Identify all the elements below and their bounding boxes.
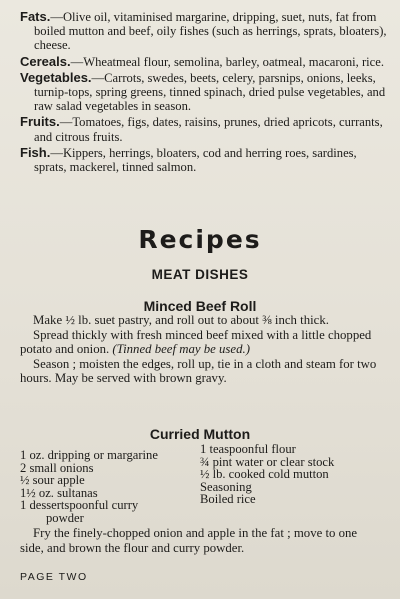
- ingredients-left-column: [20, 449, 158, 525]
- food-group-text: —Tomatoes, figs, dates, raisins, prunes, dried apricots, currants, and citrous fruits.: [34, 115, 383, 144]
- ingredient-item: 1 teaspoonful flour: [200, 442, 296, 456]
- ingredient-item: 1 oz. dripping or margarine: [20, 448, 158, 462]
- food-group-vegetables: [20, 71, 388, 114]
- ingredient-item: ½ sour apple: [20, 473, 85, 488]
- ingredient-item-continued: powder: [46, 510, 84, 525]
- recipe-step: Fry the finely-chopped onion and apple in the fat ; move to one side, and brown the flour and curry powder.: [20, 526, 358, 555]
- recipe-body-minced-beef-roll: [20, 313, 382, 386]
- recipe-step: Season ; moisten the edges, roll up, tie in a cloth and steam for two hours. May be served with brown gravy.: [20, 356, 377, 385]
- ingredient-item: Boiled rice: [200, 492, 256, 507]
- recipe-title-minced-beef-roll: Minced Beef Roll: [143, 298, 257, 314]
- food-group-heading: Vegetables.: [20, 69, 92, 85]
- food-group-text: —Wheatmeal flour, semolina, barley, oatmeal, macaroni, rice.: [70, 54, 384, 69]
- recipe-title-curried-mutton: Curried Mutton: [149, 426, 251, 442]
- food-group-heading: Fish.: [20, 144, 51, 160]
- food-group-text: —Olive oil, vitaminised margarine, dripping, suet, nuts, fat from boiled mutton and beef, oily fishes (such as herrings, sprats, bloaters), cheese.: [34, 10, 387, 53]
- food-group-fats: [20, 10, 388, 53]
- section-heading-meat-dishes: MEAT DISHES: [151, 267, 249, 282]
- recipe-step-text: Spread thickly with fresh minced beef mixed with a little chopped potato and onion.: [20, 327, 372, 356]
- food-group-heading: Fats.: [20, 9, 51, 24]
- food-group-fish: [20, 146, 388, 174]
- ingredient-item: Seasoning: [200, 479, 252, 494]
- recipes-heading: Recipes: [138, 225, 262, 254]
- recipe-step-note: (Tinned beef may be used.): [112, 342, 250, 356]
- ingredients-right-column: [200, 443, 334, 506]
- ingredient-item: 1 dessertspoonful curry: [20, 498, 139, 513]
- ingredient-item: 1½ oz. sultanas: [20, 485, 98, 500]
- food-group-heading: Cereals.: [20, 53, 71, 69]
- ingredient-item: 2 small onions: [20, 460, 94, 475]
- food-groups-list: [20, 10, 388, 176]
- page-number: PAGE TWO: [20, 571, 88, 583]
- food-group-text: —Kippers, herrings, bloaters, cod and herring roes, sardines, sprats, mackerel, tinned salmon.: [34, 145, 357, 175]
- recipe-body-curried-mutton: [20, 526, 382, 555]
- food-group-cereals: [20, 55, 388, 69]
- food-group-heading: Fruits.: [20, 114, 60, 130]
- recipe-step: [20, 328, 382, 357]
- food-group-text: —Carrots, swedes, beets, celery, parsnips, onions, leeks, turnip-tops, spring greens, tinned spinach, dried pulse vegetables, and raw salad vegetables in season.: [34, 70, 386, 114]
- ingredient-item: ¾ pint water or clear stock: [200, 454, 335, 469]
- ingredient-item: ½ lb. cooked cold mutton: [200, 467, 329, 482]
- food-group-fruits: [20, 115, 388, 143]
- recipe-step: Make ½ lb. suet pastry, and roll out to about ⅜ inch thick.: [33, 313, 329, 327]
